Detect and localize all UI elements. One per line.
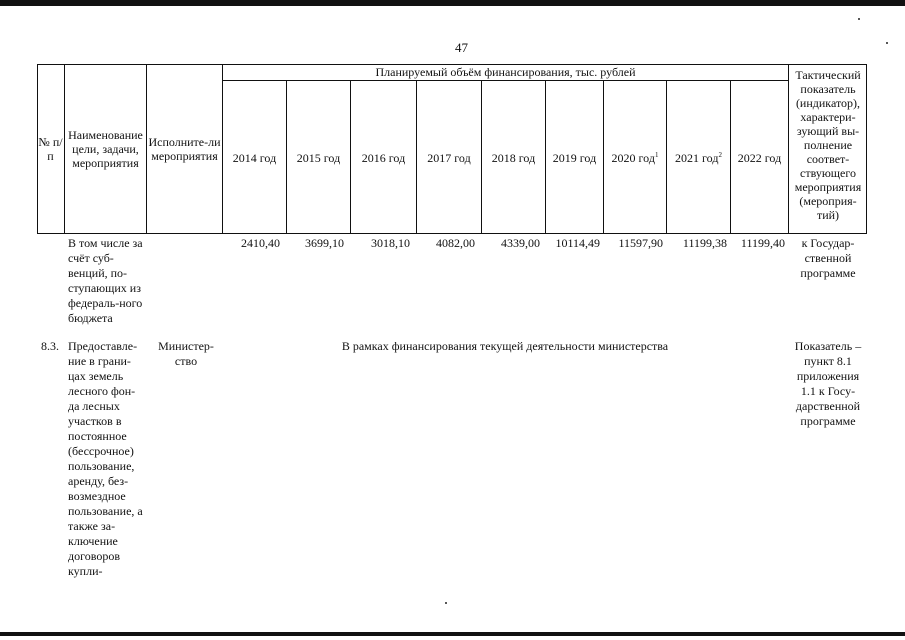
footnote-marker: 1 [654,150,659,159]
value-2020: 11597,90 [618,236,663,250]
header-year-2015: 2015 год [296,150,341,165]
value-2015: 3699,10 [305,236,344,250]
value-2016: 3018,10 [371,236,410,250]
bottom-scan-border [0,632,905,636]
header-year-2020: 2020 год$^1$ [611,150,659,165]
row-indicator: к Государ-ственной программе [800,236,856,280]
page-number: 47 [455,40,468,55]
row-executor: Министер-ство [158,339,214,368]
value-2014: 2410,40 [241,236,280,250]
header-year-2019: 2019 год [552,150,597,165]
row-name: Предоставле-ние в грани-цах земель лесного фон-да лесных участков в постоянное (бессрочное) пользование, аренду, без-возмездное пользование, а также за-ключение договоров купли- [68,339,143,578]
scan-speck [858,18,860,20]
top-scan-border [0,0,905,6]
header-year-2018: 2018 год [491,150,536,165]
row-name: В том числе за счёт суб-венций, по-ступающих из федераль-ного бюджета [68,236,143,325]
scan-speck [445,602,447,604]
value-2019: 10114,49 [555,236,600,250]
footnote-marker: 2 [718,150,722,159]
row-number: 8.3. [41,339,59,353]
scan-speck [886,42,888,44]
row-funding-note: В рамках финансирования текущей деятельности министерства [341,339,669,353]
value-2018: 4339,00 [501,236,540,250]
header-indicator: Тактический показатель (индикатор), характери-зующий вы-полнение соответ-ствующего мероприятия (мероприя-тий) [794,68,862,222]
header-name: Наименование цели, задачи, мероприятия [68,128,143,170]
column-divider [788,64,789,234]
header-year-2014: 2014 год [232,150,277,165]
header-year-2016: 2016 год [361,150,406,165]
value-2022: 11199,40 [740,236,785,250]
header-year-2022: 2022 год [737,150,782,165]
header-year-2017: 2017 год [427,150,471,165]
header-number: № п/п [38,135,63,163]
header-funding-title: Планируемый объём финансирования, тыс. рублей [375,65,636,79]
row-indicator: Показатель – пункт 8.1 приложения 1.1 к Госу-дарственной программе [794,339,862,428]
value-2021: 11199,38 [682,236,727,250]
header-executor: Исполните-ли мероприятия [148,135,221,163]
header-year-2021: 2021 год$^2$ [675,150,722,165]
value-2017: 4082,00 [436,236,475,250]
